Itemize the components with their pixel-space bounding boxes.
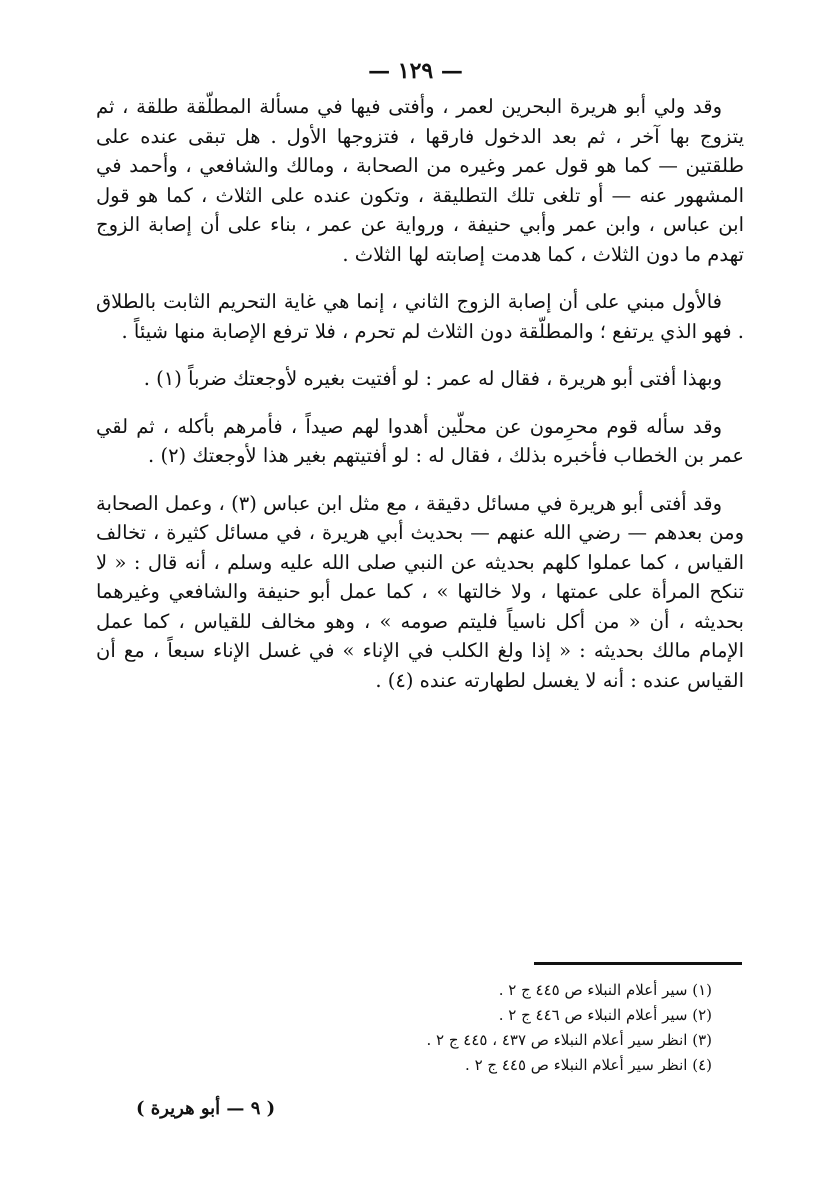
paragraph: وقد أفتى أبو هريرة في مسائل دقيقة ، مع مثل ابن عباس (٣) ، وعمل الصحابة ومن بعدهم — رضي الله عنهم — بحديث أبي هريرة ، في مسائل كثيرة ، تخالف القياس ، كما عملوا كلهم بحديثه عن النبي صلى الله عليه وسلم ، أنه قال : « لا تنكح المرأة على عمتها ، ولا خالتها » ، كما عمل أبو حنيفة والشافعي وغيرهما بحديثه ، أن « من أكل ناسياً فليتم صومه » ، وهو مخالف للقياس ، كما عمل الإمام مالك بحديثه : « إذا ولغ الكلب في الإناء » في غسل الإناء سبعاً ، مع أن القياس عنده : أنه لا يغسل لطهارته عنده (٤) . [96,491,744,692]
footnotes [300,978,712,1078]
footnote: (٣) انظر سير أعلام النبلاء ص ٤٣٧ ، ٤٤٥ ج ٢ . [426,1031,712,1049]
footnote: (١) سير أعلام النبلاء ص ٤٤٥ ج ٢ . [498,981,712,999]
footnote-divider [534,962,742,965]
paragraph: وبهذا أفتى أبو هريرة ، فقال له عمر : لو أفتيت بغيره لأوجعتك ضرباً (١) . [143,367,722,390]
paragraph: وقد سأله قوم محرِمون عن محلّين أهدوا لهم صيداً ، فأمرهم بأكله ، ثم لقي عمر بن الخطاب فأخبره بذلك ، فقال له : لو أفتيتهم بغير هذا لأوجعتك (٢) . [96,414,744,467]
body-text [96,92,744,709]
paragraph: فالأول مبني على أن إصابة الزوج الثاني ، إنما هي غاية التحريم الثابت بالطلاق . فهو الذي يرتفع ؛ والمطلّقة دون الثلاث لم تحرم ، فلا ترفع الإصابة منها شيئاً . [96,290,744,343]
page-number: — ١٢٩ — [368,58,463,84]
footnote: (٢) سير أعلام النبلاء ص ٤٤٦ ج ٢ . [498,1006,712,1024]
signature-mark: ( ٩ — أبو هريرة ) [136,1098,276,1119]
footnote: (٤) انظر سير أعلام النبلاء ص ٤٤٥ ج ٢ . [465,1056,712,1074]
paragraph: وقد ولي أبو هريرة البحرين لعمر ، وأفتى فيها في مسألة المطلّقة طلقة ، ثم يتزوج بها آخر ، ثم بعد الدخول فارقها ، فتزوجها الأول . هل تبقى عنده على طلقتين — كما هو قول عمر وغيره من الصحابة ، ومالك والشافعي ، وأحمد في المشهور عنه — أو تلغى تلك التطليقة ، وتكون عنده على الثلاث ، كما هو قول ابن عباس ، وابن عمر وأبي حنيفة ، ورواية عن عمر ، بناء على أن إصابة الزوج تهدم ما دون الثلاث ، كما هدمت إصابته لها الثلاث . [96,95,744,266]
